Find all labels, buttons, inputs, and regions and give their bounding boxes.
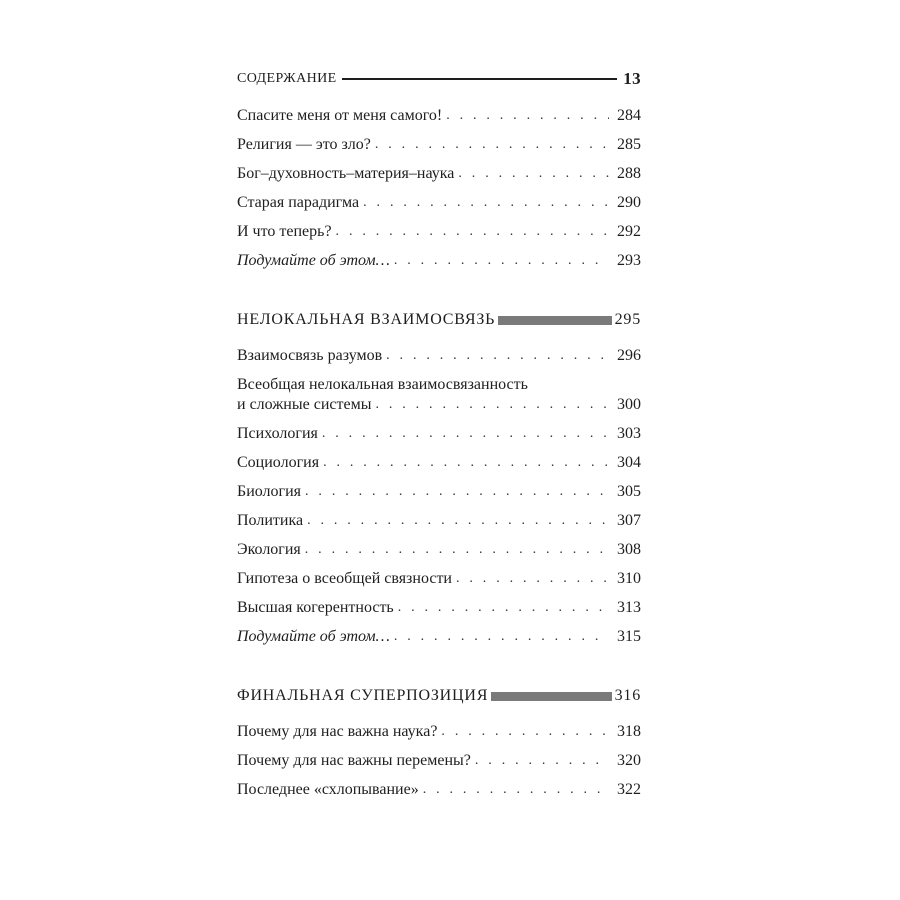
toc-entry — [237, 537, 641, 566]
running-head-rule — [342, 78, 618, 80]
toc-entry-title: Подумайте об этом… — [237, 252, 390, 269]
toc-entry-page: 300 — [617, 396, 641, 413]
toc-entry-title: Последнее «схлопывание» — [237, 781, 419, 798]
toc-entry-page: 320 — [617, 752, 641, 769]
toc-entry-page: 308 — [617, 541, 641, 558]
toc-entry-page: 318 — [617, 723, 641, 740]
section-bar — [498, 316, 611, 325]
toc-entry — [237, 450, 641, 479]
running-head — [237, 64, 641, 94]
dot-leader — [305, 482, 609, 502]
dot-leader — [446, 106, 609, 126]
toc-entry-title: Политика — [237, 512, 304, 529]
toc-entry-page: 285 — [617, 136, 641, 153]
toc-entry-title: Подумайте об этом… — [237, 628, 390, 645]
toc-entry — [237, 566, 641, 595]
toc-entry — [237, 777, 641, 806]
dot-leader — [441, 722, 609, 742]
dot-leader — [323, 453, 609, 473]
dot-leader — [475, 751, 609, 771]
toc-entry-title: Почему для нас важны перемены? — [237, 752, 471, 769]
toc-entry-title: Почему для нас важна наука? — [237, 723, 438, 740]
dot-leader — [363, 193, 609, 213]
toc-entry-title: Старая парадигма — [237, 194, 360, 211]
dot-leader — [307, 511, 609, 531]
toc-entry-title-line1: Всеобщая нелокальная взаимосвязанность — [237, 376, 528, 393]
dot-leader — [398, 598, 609, 618]
dot-leader — [423, 780, 609, 800]
toc-entry — [237, 595, 641, 624]
toc-entry-title: Социология — [237, 454, 320, 471]
toc-entry — [237, 719, 641, 748]
toc-entry-page: 310 — [617, 570, 641, 587]
toc-entry — [237, 190, 641, 219]
dot-leader — [305, 540, 609, 560]
section-heading — [237, 683, 641, 709]
toc-entry-page: 296 — [617, 347, 641, 364]
section-heading — [237, 307, 641, 333]
toc-entry — [237, 421, 641, 450]
dot-leader — [322, 424, 609, 444]
toc-entry-title: Психология — [237, 425, 318, 442]
toc-group-2 — [237, 719, 641, 806]
toc-entry-page: 313 — [617, 599, 641, 616]
toc-entry — [237, 508, 641, 537]
toc-entry — [237, 103, 641, 132]
toc-entry-page: 292 — [617, 223, 641, 240]
toc-entry — [237, 219, 641, 248]
section-title: НЕЛОКАЛЬНАЯ ВЗАИМОСВЯЗЬ — [237, 311, 496, 328]
section-page: 295 — [614, 311, 641, 328]
toc-page — [237, 64, 641, 806]
dot-leader — [375, 395, 609, 415]
toc-entry — [237, 372, 641, 421]
toc-entry-page: 303 — [617, 425, 641, 442]
dot-leader — [456, 569, 609, 589]
toc-group-0 — [237, 103, 641, 277]
page-number: 13 — [623, 69, 641, 88]
toc-entry-page: 288 — [617, 165, 641, 182]
toc-entry-title: и сложные системы — [237, 396, 372, 413]
toc-entry-title: Религия — это зло? — [237, 136, 371, 153]
toc-entry-title: Спасите меня от меня самого! — [237, 107, 443, 124]
running-head-title: СОДЕРЖАНИЕ — [237, 71, 337, 86]
toc-entry-title: Высшая когерентность — [237, 599, 394, 616]
toc-entry-title: Бог–духовность–материя–наука — [237, 165, 455, 182]
toc-entry-page: 315 — [617, 628, 641, 645]
toc-entry-page: 322 — [617, 781, 641, 798]
dot-leader — [394, 251, 609, 271]
toc-entry-title: Экология — [237, 541, 301, 558]
toc-entry-page: 304 — [617, 454, 641, 471]
toc-entry-page: 307 — [617, 512, 641, 529]
toc-entry-page: 305 — [617, 483, 641, 500]
section-page: 316 — [614, 687, 641, 704]
toc-entry-title: Гипотеза о всеобщей связности — [237, 570, 452, 587]
toc-entry-title: И что теперь? — [237, 223, 332, 240]
dot-leader — [458, 164, 609, 184]
toc-entry — [237, 132, 641, 161]
toc-entry — [237, 748, 641, 777]
dot-leader — [336, 222, 609, 242]
toc-group-1 — [237, 343, 641, 653]
toc-entry-page: 290 — [617, 194, 641, 211]
section-bar — [491, 692, 611, 701]
dot-leader — [375, 135, 609, 155]
dot-leader — [386, 346, 609, 366]
toc-entry-title: Взаимосвязь разумов — [237, 347, 383, 364]
toc-entry — [237, 161, 641, 190]
section-title: ФИНАЛЬНАЯ СУПЕРПОЗИЦИЯ — [237, 687, 489, 704]
toc-entry-page: 293 — [617, 252, 641, 269]
toc-entry — [237, 248, 641, 277]
dot-leader — [394, 627, 609, 647]
toc-entry-title: Биология — [237, 483, 302, 500]
toc-entry — [237, 343, 641, 372]
toc-entry — [237, 624, 641, 653]
toc-entry-page: 284 — [617, 107, 641, 124]
toc-entry — [237, 479, 641, 508]
